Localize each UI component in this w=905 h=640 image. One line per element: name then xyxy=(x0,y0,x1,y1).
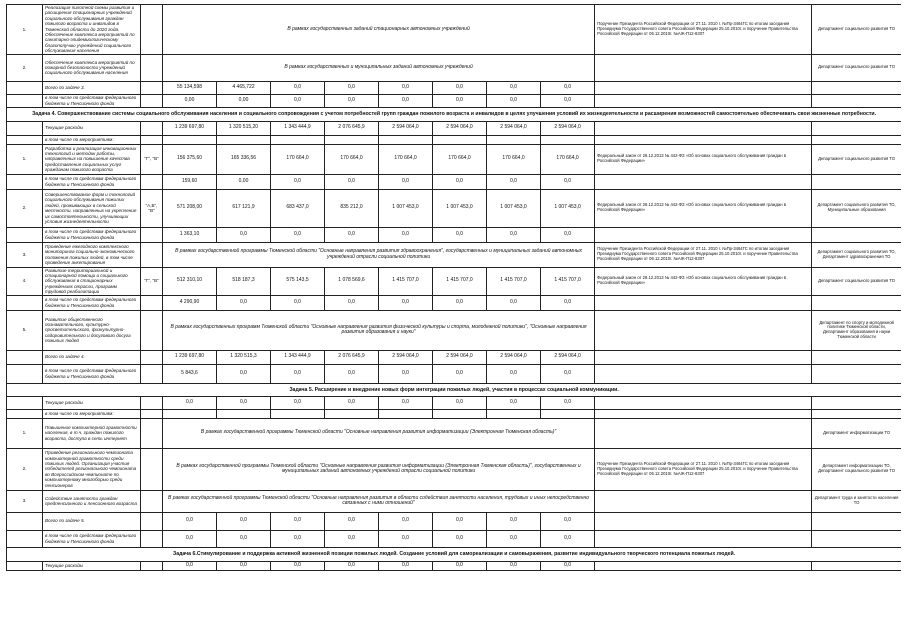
responsible-body-cell xyxy=(812,350,901,364)
responsible-body-cell xyxy=(812,512,901,530)
activity-description-cell: Текущие расходы xyxy=(43,561,141,570)
amount-cell xyxy=(541,409,595,418)
amount-cell: 571 208,00 xyxy=(163,189,217,227)
amount-cell: 0,0 xyxy=(217,396,271,409)
task-header-row xyxy=(7,107,902,121)
activity-description-cell: Совершенствование форм и технологий социального обслуживания пожилых людей, проживающих в сельской местности, направленных на укрепление их самостоятельности, улучшающих условия жизнедеятельности xyxy=(43,189,141,227)
row-number-cell xyxy=(7,396,43,409)
amount-cell: 0,00 xyxy=(163,94,217,107)
row-number-cell xyxy=(7,227,43,242)
legal-basis-cell: Поручение Президента Российской Федерации от 27.11. 2010 г. №Пр-3464ГС по итогам заседания Президиума Государственного совета Российской Федерации 25.10.2010г. и поручение Правительства Российской Федерации от 06.12.2010г. №АЖ-П12-8307 xyxy=(595,5,812,55)
amount-cell: 0,0 xyxy=(271,530,325,547)
amount-cell: 0,0 xyxy=(487,81,541,94)
code-cell xyxy=(141,81,163,94)
activity-description-cell: в том числе по средствам федерального бюджета и Пенсионного фонда xyxy=(43,227,141,242)
amount-cell xyxy=(325,135,379,144)
activity-description-cell: в том числе по средствам федерального бюджета и Пенсионного фонда xyxy=(43,94,141,107)
row-number-cell xyxy=(7,364,43,383)
amount-cell: 0,0 xyxy=(271,174,325,189)
amount-cell: 0,0 xyxy=(217,530,271,547)
row-number-cell xyxy=(7,350,43,364)
amount-cell: 0,0 xyxy=(271,364,325,383)
budget-table xyxy=(6,4,901,571)
table-row xyxy=(7,5,902,55)
amount-cell: 0,0 xyxy=(163,512,217,530)
amount-cell: 2 076 645,9 xyxy=(325,350,379,364)
amount-cell: 0,0 xyxy=(541,227,595,242)
amount-cell: 0,0 xyxy=(163,561,217,570)
row-number-cell xyxy=(7,561,43,570)
amount-cell: 1 320 515,3 xyxy=(217,350,271,364)
table-row xyxy=(7,189,902,227)
code-cell xyxy=(141,227,163,242)
amount-cell: 170 664,0 xyxy=(325,144,379,174)
amount-cell: 0,0 xyxy=(487,295,541,310)
funding-source-note-cell: В рамках государственной программы Тюменской области "Основные направления развития информатизации (Электронная Тюменская область)" xyxy=(163,418,595,448)
row-number-cell: 3. xyxy=(7,242,43,267)
legal-basis-cell xyxy=(595,490,812,512)
activity-description-cell: в том числе по средствам федерального бюджета и Пенсионного фонда xyxy=(43,364,141,383)
table-row xyxy=(7,530,902,547)
amount-cell: 1 078 569,6 xyxy=(325,267,379,295)
code-cell xyxy=(141,448,163,490)
code-cell xyxy=(141,512,163,530)
amount-cell: 0,0 xyxy=(325,512,379,530)
row-number-cell: 3. xyxy=(7,490,43,512)
amount-cell: 55 134,598 xyxy=(163,81,217,94)
legal-basis-cell xyxy=(595,364,812,383)
amount-cell: 0,0 xyxy=(433,530,487,547)
activity-description-cell: Всего по задаче 4. xyxy=(43,350,141,364)
amount-cell xyxy=(271,409,325,418)
amount-cell: 2 594 064,0 xyxy=(379,121,433,135)
responsible-body-cell xyxy=(812,364,901,383)
amount-cell: 0,0 xyxy=(541,81,595,94)
responsible-body-cell xyxy=(812,174,901,189)
amount-cell: 0,0 xyxy=(271,396,325,409)
amount-cell: 2 076 645,9 xyxy=(325,121,379,135)
responsible-body-cell xyxy=(812,409,901,418)
amount-cell: 0,0 xyxy=(325,530,379,547)
table-row xyxy=(7,174,902,189)
row-number-cell xyxy=(7,512,43,530)
activity-description-cell: Разработка и реализация инновационных технологий и методик работы, направленных на повышение качества предоставления социальных услуг гражданам пожилого возраста xyxy=(43,144,141,174)
funding-source-note-cell: В рамках государственной программы Тюменской области "Основные направления развития здравоохранения", государственных и муниципальных заданий автономных учреждений отрасли социальной политики xyxy=(163,242,595,267)
amount-cell: 0,0 xyxy=(379,364,433,383)
amount-cell: 0,0 xyxy=(541,94,595,107)
table-row xyxy=(7,512,902,530)
responsible-body-cell xyxy=(812,227,901,242)
activity-description-cell: Проведение регионального чемпионата компьютерной грамотности среди пожилых людей. Организация участия победителей регионального чемпионата во Всероссийском чемпионате по компьютерному многоборью среди пенсионеров xyxy=(43,448,141,490)
activity-description-cell: Всего по задаче 3. xyxy=(43,81,141,94)
responsible-body-cell xyxy=(812,81,901,94)
table-row xyxy=(7,490,902,512)
activity-description-cell: Развитие общественного познавательного, культурно-просветительского, физкультурно-оздоровительного и досугового досуга пожилых людей xyxy=(43,310,141,350)
legal-basis-cell xyxy=(595,94,812,107)
amount-cell: 0,0 xyxy=(379,295,433,310)
row-number-cell: 1. xyxy=(7,418,43,448)
amount-cell: 0,0 xyxy=(379,530,433,547)
amount-cell: 0,0 xyxy=(487,94,541,107)
amount-cell: 0,0 xyxy=(541,295,595,310)
activity-description-cell: в том числе по мероприятиям: xyxy=(43,409,141,418)
activity-description-cell: в том числе по мероприятиям: xyxy=(43,135,141,144)
amount-cell: 0,0 xyxy=(379,561,433,570)
row-number-cell xyxy=(7,409,43,418)
amount-cell xyxy=(271,135,325,144)
amount-cell: 159,60 xyxy=(163,174,217,189)
amount-cell xyxy=(487,135,541,144)
row-number-cell: 4. xyxy=(7,267,43,295)
legal-basis-cell: Поручение Президента Российской Федерации от 27.11. 2010 г. №Пр-3464ГС по итогам заседания Президиума Государственного совета Российской Федерации 25.10.2010г. и поручение Правительства Российской Федерации от 06.12.2010г. №АЖ-П12-8307 xyxy=(595,448,812,490)
amount-cell: 1 007 453,0 xyxy=(433,189,487,227)
amount-cell: 0,0 xyxy=(271,561,325,570)
amount-cell: 0,0 xyxy=(379,227,433,242)
amount-cell: 1 415 707,0 xyxy=(487,267,541,295)
legal-basis-cell xyxy=(595,512,812,530)
table-row xyxy=(7,144,902,174)
table-row xyxy=(7,350,902,364)
activity-description-cell: Текущие расходы xyxy=(43,121,141,135)
activity-description-cell: в том числе по средствам федерального бюджета и Пенсионного фонда xyxy=(43,295,141,310)
amount-cell: 0,0 xyxy=(379,512,433,530)
table-row xyxy=(7,310,902,350)
amount-cell: 0,0 xyxy=(487,364,541,383)
amount-cell xyxy=(163,409,217,418)
amount-cell: 683 437,0 xyxy=(271,189,325,227)
amount-cell: 0,0 xyxy=(325,561,379,570)
activity-description-cell: Проведение ежегодного комплексного мониторинга социально-экономического положения пожилых людей, в том числе проведение анкетирования xyxy=(43,242,141,267)
amount-cell: 0,0 xyxy=(163,396,217,409)
task-header-row xyxy=(7,547,902,561)
amount-cell: 1 007 453,0 xyxy=(379,189,433,227)
legal-basis-cell xyxy=(595,135,812,144)
amount-cell: 1 415 707,0 xyxy=(541,267,595,295)
amount-cell xyxy=(433,409,487,418)
amount-cell: 0,0 xyxy=(217,561,271,570)
amount-cell: 0,0 xyxy=(487,561,541,570)
amount-cell xyxy=(379,409,433,418)
amount-cell: 518 187,3 xyxy=(217,267,271,295)
amount-cell: 0,0 xyxy=(325,174,379,189)
amount-cell: 0,0 xyxy=(217,295,271,310)
table-row xyxy=(7,94,902,107)
code-cell xyxy=(141,295,163,310)
amount-cell: 2 594 064,0 xyxy=(487,350,541,364)
amount-cell: 0,0 xyxy=(433,561,487,570)
amount-cell: 0,0 xyxy=(325,81,379,94)
amount-cell xyxy=(217,409,271,418)
amount-cell: 156 375,60 xyxy=(163,144,217,174)
code-cell xyxy=(141,121,163,135)
code-cell xyxy=(141,135,163,144)
task-title-cell: Задача 6.Стимулирование и поддержка активной жизненной позиции пожилых людей. Создание условий для самореализации и самовыражения, развитие индивидуального творческого потенциала пожилых людей. xyxy=(7,547,902,561)
legal-basis-cell xyxy=(595,227,812,242)
activity-description-cell: в том числе по средствам федерального бюджета и Пенсионного фонда xyxy=(43,530,141,547)
amount-cell: 0,0 xyxy=(325,94,379,107)
amount-cell xyxy=(433,135,487,144)
table-row xyxy=(7,364,902,383)
amount-cell: 0,00 xyxy=(217,94,271,107)
responsible-body-cell xyxy=(812,135,901,144)
amount-cell: 0,0 xyxy=(325,396,379,409)
task-title-cell: Задача 4. Совершенствование системы социального обслуживания населения и социального сопровождения с учетом потребностей групп граждан пожилого возраста и инвалидов в целях улучшения условий их жизнедеятельности и расширения возможностей самостоятельно обеспечивать свои жизненные потребности. xyxy=(7,107,902,121)
code-cell: "А,Б", "В" xyxy=(141,189,163,227)
amount-cell: 0,0 xyxy=(217,364,271,383)
activity-description-cell: Развитие территориальной и стационарной помощи и социального обслуживания в стационарных учреждениях отрасли, программ трудовой реабилитации xyxy=(43,267,141,295)
code-cell xyxy=(141,54,163,81)
amount-cell: 1 007 453,0 xyxy=(487,189,541,227)
amount-cell: 0,0 xyxy=(217,227,271,242)
responsible-body-cell: Департамент социального развития ТО xyxy=(812,5,901,55)
amount-cell: 0,0 xyxy=(541,530,595,547)
code-cell xyxy=(141,530,163,547)
row-number-cell xyxy=(7,81,43,94)
funding-source-note-cell: В рамках государственных заданий стационарных автономных учреждений xyxy=(163,5,595,55)
row-number-cell: 5. xyxy=(7,310,43,350)
table-row xyxy=(7,121,902,135)
amount-cell: 170 664,0 xyxy=(487,144,541,174)
amount-cell: 0,0 xyxy=(271,81,325,94)
amount-cell: 0,0 xyxy=(271,512,325,530)
amount-cell: 0,0 xyxy=(379,174,433,189)
responsible-body-cell: Департамент информатизации ТО xyxy=(812,418,901,448)
activity-description-cell: Обеспечение комплекса мероприятий по пожарной безопасности учреждений социального обслуживания населения xyxy=(43,54,141,81)
table-row xyxy=(7,227,902,242)
responsible-body-cell: Департамент по спорту и молодежной политике Тюменской области, Департамент образования и науки Тюменской области xyxy=(812,310,901,350)
legal-basis-cell xyxy=(595,530,812,547)
activity-description-cell: Всего по задаче 5. xyxy=(43,512,141,530)
code-cell xyxy=(141,5,163,55)
legal-basis-cell xyxy=(595,409,812,418)
activity-description-cell: Текущие расходы xyxy=(43,396,141,409)
responsible-body-cell xyxy=(812,561,901,570)
responsible-body-cell: Департамент социального развития ТО xyxy=(812,267,901,295)
amount-cell: 2 594 064,0 xyxy=(433,121,487,135)
responsible-body-cell: Департамент социального развития ТО, Муниципальные образования xyxy=(812,189,901,227)
amount-cell: 2 594 064,0 xyxy=(541,121,595,135)
activity-description-cell: Реализация пилотной схемы развития и расширения стационарных учреждений социального обслуживания граждан пожилого возраста и инвалидов в Тюменской области до 2020 года. Обеспечение комплекса мероприятий по санитарно-эпидемиологическому благополучию учреждений социального обслуживания населения xyxy=(43,5,141,55)
row-number-cell xyxy=(7,530,43,547)
amount-cell: 2 594 064,0 xyxy=(487,121,541,135)
amount-cell: 0,0 xyxy=(325,227,379,242)
amount-cell: 1 363,10 xyxy=(163,227,217,242)
amount-cell xyxy=(163,135,217,144)
amount-cell: 0,0 xyxy=(271,295,325,310)
responsible-body-cell xyxy=(812,121,901,135)
amount-cell: 170 664,0 xyxy=(541,144,595,174)
legal-basis-cell: Поручение Президента Российской Федерации от 27.11. 2010 г. №Пр-3464ГС по итогам заседания Президиума Государственного совета Российской Федерации 25.10.2010г. и поручение Правительства Российской Федерации от 06.12.2010г. №АЖ-П12-8307 xyxy=(595,242,812,267)
legal-basis-cell xyxy=(595,396,812,409)
code-cell xyxy=(141,490,163,512)
code-cell xyxy=(141,396,163,409)
amount-cell: 0,0 xyxy=(433,174,487,189)
amount-cell: 0,0 xyxy=(379,94,433,107)
responsible-body-cell xyxy=(812,530,901,547)
amount-cell: 0,0 xyxy=(325,295,379,310)
amount-cell: 1 320 515,20 xyxy=(217,121,271,135)
legal-basis-cell xyxy=(595,561,812,570)
legal-basis-cell xyxy=(595,350,812,364)
amount-cell: 0,0 xyxy=(163,530,217,547)
amount-cell: 0,0 xyxy=(487,174,541,189)
table-row xyxy=(7,295,902,310)
table-row xyxy=(7,135,902,144)
amount-cell: 0,0 xyxy=(433,364,487,383)
code-cell xyxy=(141,350,163,364)
funding-source-note-cell: В рамках государственных и муниципальных заданий автономных учреждений xyxy=(163,54,595,81)
amount-cell: 0,0 xyxy=(379,81,433,94)
amount-cell: 0,0 xyxy=(541,396,595,409)
legal-basis-cell xyxy=(595,418,812,448)
legal-basis-cell xyxy=(595,310,812,350)
code-cell xyxy=(141,561,163,570)
amount-cell: 0,0 xyxy=(487,512,541,530)
amount-cell: 0,0 xyxy=(487,396,541,409)
responsible-body-cell: Департамент информатизации ТО, Департамент социального развития ТО xyxy=(812,448,901,490)
amount-cell: 1 239 697,80 xyxy=(163,350,217,364)
amount-cell: 0,0 xyxy=(433,295,487,310)
row-number-cell: 2. xyxy=(7,448,43,490)
table-row xyxy=(7,409,902,418)
code-cell xyxy=(141,242,163,267)
funding-source-note-cell: В рамках государственной программы Тюменской области "Основные направления развития в области содействия занятости населения, трудовых и иных непосредственно связанных с ними отношений" xyxy=(163,490,595,512)
amount-cell: 0,0 xyxy=(541,512,595,530)
amount-cell: 0,0 xyxy=(271,227,325,242)
row-number-cell: 2. xyxy=(7,189,43,227)
legal-basis-cell: Федеральный закон от 28.12.2013 № 442-ФЗ «Об основах социального обслуживания граждан в Российской Федерации» xyxy=(595,144,812,174)
amount-cell: 2 594 064,0 xyxy=(433,350,487,364)
amount-cell: 0,0 xyxy=(433,94,487,107)
amount-cell: 2 594 064,0 xyxy=(541,350,595,364)
responsible-body-cell: Департамент социального развития ТО xyxy=(812,144,901,174)
amount-cell: 1 415 707,0 xyxy=(433,267,487,295)
legal-basis-cell xyxy=(595,81,812,94)
legal-basis-cell xyxy=(595,295,812,310)
amount-cell: 835 212,0 xyxy=(325,189,379,227)
amount-cell: 0,0 xyxy=(541,174,595,189)
code-cell xyxy=(141,174,163,189)
amount-cell: 1 415 707,0 xyxy=(379,267,433,295)
amount-cell: 170 664,0 xyxy=(379,144,433,174)
code-cell xyxy=(141,418,163,448)
row-number-cell: 1. xyxy=(7,144,43,174)
amount-cell: 0,0 xyxy=(433,81,487,94)
table-row xyxy=(7,418,902,448)
table-row xyxy=(7,81,902,94)
amount-cell: 512 310,10 xyxy=(163,267,217,295)
task-header-row xyxy=(7,383,902,396)
row-number-cell xyxy=(7,174,43,189)
code-cell xyxy=(141,310,163,350)
amount-cell xyxy=(541,135,595,144)
amount-cell: 0,00 xyxy=(217,174,271,189)
amount-cell: 0,0 xyxy=(433,512,487,530)
activity-description-cell: Повышение компьютерной грамотности населения, в т.ч. граждан пожилого возраста, доступа в сеть интернет xyxy=(43,418,141,448)
legal-basis-cell xyxy=(595,174,812,189)
row-number-cell xyxy=(7,295,43,310)
amount-cell: 0,0 xyxy=(487,227,541,242)
table-row xyxy=(7,54,902,81)
amount-cell: 0,0 xyxy=(217,512,271,530)
amount-cell: 1 007 453,0 xyxy=(541,189,595,227)
funding-source-note-cell: В рамках государственных программ Тюменской области "Основные направления развития физической культуры и спорта, молодежной политики", "Основные направления развития образования и науки" xyxy=(163,310,595,350)
amount-cell: 0,0 xyxy=(325,364,379,383)
code-cell xyxy=(141,409,163,418)
responsible-body-cell xyxy=(812,295,901,310)
legal-basis-cell: Федеральный закон от 28.12.2013 № 442-ФЗ «Об основах социального обслуживания граждан в Российской Федерации» xyxy=(595,189,812,227)
amount-cell: 0,0 xyxy=(379,396,433,409)
amount-cell: 617 121,9 xyxy=(217,189,271,227)
amount-cell: 0,0 xyxy=(433,227,487,242)
amount-cell xyxy=(487,409,541,418)
legal-basis-cell xyxy=(595,54,812,81)
task-title-cell: Задача 5. Расширение и внедрение новых форм интеграции пожилых людей, участия в процессах социальной коммуникации. xyxy=(7,383,902,396)
amount-cell: 4 290,90 xyxy=(163,295,217,310)
legal-basis-cell: Федеральный закон от 28.12.2013 № 442-ФЗ «Об основах социального обслуживания граждан в Российской Федерации» xyxy=(595,267,812,295)
amount-cell: 0,0 xyxy=(433,396,487,409)
amount-cell: 4 465,722 xyxy=(217,81,271,94)
responsible-body-cell: Департамент социального развития ТО xyxy=(812,54,901,81)
amount-cell: 0,0 xyxy=(541,364,595,383)
table-row xyxy=(7,396,902,409)
code-cell xyxy=(141,364,163,383)
amount-cell: 0,0 xyxy=(487,530,541,547)
row-number-cell xyxy=(7,94,43,107)
table-row xyxy=(7,448,902,490)
amount-cell: 165 336,56 xyxy=(217,144,271,174)
row-number-cell: 2. xyxy=(7,54,43,81)
amount-cell: 0,0 xyxy=(541,561,595,570)
responsible-body-cell xyxy=(812,94,901,107)
amount-cell: 2 594 064,0 xyxy=(379,350,433,364)
row-number-cell xyxy=(7,121,43,135)
table-row xyxy=(7,242,902,267)
code-cell: "Г", "В" xyxy=(141,144,163,174)
activity-description-cell: Содействие занятости граждан предпенсионного и пенсионного возраста xyxy=(43,490,141,512)
code-cell xyxy=(141,94,163,107)
amount-cell: 1 343 444,9 xyxy=(271,121,325,135)
amount-cell xyxy=(217,135,271,144)
activity-description-cell: в том числе по средствам федерального бюджета и Пенсионного фонда xyxy=(43,174,141,189)
responsible-body-cell: Департамент социального развития ТО, Департамент здравоохранения ТО xyxy=(812,242,901,267)
amount-cell xyxy=(379,135,433,144)
budget-table-sheet xyxy=(6,4,901,636)
funding-source-note-cell: В рамках государственной программы Тюменской области "Основные направления развития информатизации (Электронная Тюменская область)", государственных и муниципальных заданий автономных учреждений отрасли социальной политики xyxy=(163,448,595,490)
row-number-cell xyxy=(7,135,43,144)
responsible-body-cell xyxy=(812,396,901,409)
amount-cell: 170 664,0 xyxy=(433,144,487,174)
amount-cell: 170 664,0 xyxy=(271,144,325,174)
table-row xyxy=(7,267,902,295)
table-row xyxy=(7,561,902,570)
amount-cell: 1 239 697,80 xyxy=(163,121,217,135)
amount-cell: 575 143,5 xyxy=(271,267,325,295)
amount-cell: 0,0 xyxy=(271,94,325,107)
amount-cell: 1 343 444,9 xyxy=(271,350,325,364)
responsible-body-cell: Департамент труда и занятости населения ТО xyxy=(812,490,901,512)
code-cell: "Г", "В" xyxy=(141,267,163,295)
legal-basis-cell xyxy=(595,121,812,135)
amount-cell: 5 843,6 xyxy=(163,364,217,383)
row-number-cell: 1. xyxy=(7,5,43,55)
amount-cell xyxy=(325,409,379,418)
